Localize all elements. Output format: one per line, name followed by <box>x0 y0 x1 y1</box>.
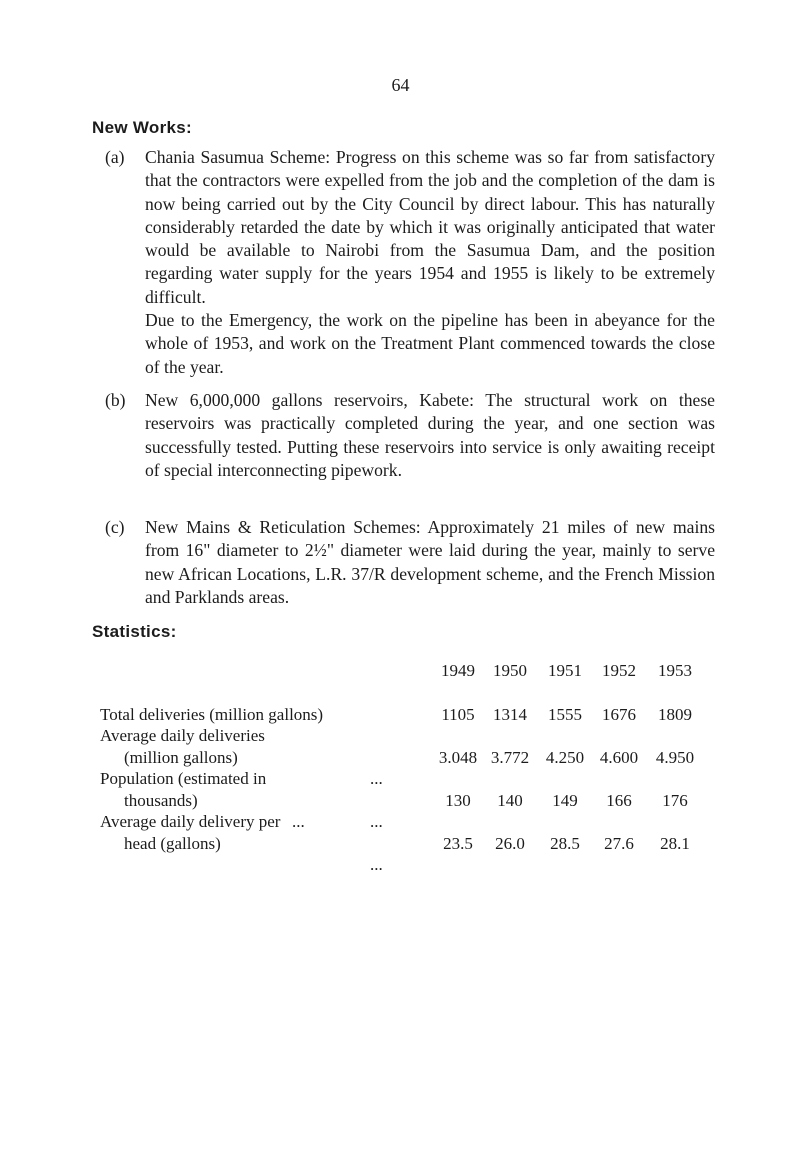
leader-dots: ... <box>370 769 383 788</box>
stat-value: 28.1 <box>660 833 690 853</box>
stat-value: 130 <box>445 790 471 810</box>
year-header: 1952 <box>602 661 636 680</box>
statistics-heading: Statistics: <box>92 622 177 641</box>
stat-value: 4.950 <box>655 747 695 767</box>
statistics-table <box>100 660 720 874</box>
new-works-heading: New Works: <box>92 118 192 137</box>
year-header: 1950 <box>493 661 527 680</box>
stat-value: 27.6 <box>604 833 634 853</box>
stat-value: 166 <box>606 790 632 810</box>
stats-row-delivery-per-head <box>100 811 720 874</box>
leader-dots: ... <box>370 812 383 831</box>
stat-value: 1676 <box>602 704 636 724</box>
row-label: Total deliveries (million gallons) <box>100 704 324 724</box>
row-label: Average daily delivery per <box>100 812 281 831</box>
row-label-continued: thousands) <box>124 790 198 810</box>
item-text-b: New 6,000,000 gallons reservoirs, Kabete: The structural work on these reservoirs was practically completed during the year, and one section was successfully tested. Putting these reservoirs into service is only awaiting receipt of special interconnecting pipework. <box>145 390 715 480</box>
item-label-b: (b) <box>105 390 126 410</box>
stat-value: 149 <box>552 790 578 810</box>
stat-value: 1555 <box>548 704 582 724</box>
stat-value: 4.250 <box>545 747 585 767</box>
stat-value: 3.772 <box>490 747 530 767</box>
stat-value: 1105 <box>441 704 475 724</box>
stat-value: 3.048 <box>438 747 478 767</box>
page-number: 64 <box>391 75 410 95</box>
stats-row-total-deliveries <box>100 704 720 726</box>
item-label-c: (c) <box>105 517 125 537</box>
item-text-a: Chania Sasumua Scheme: Progress on this scheme was so far from satisfactory that the contractors were expelled from the job and the completion of the dam is now being carried out by the City Council by direct labour. This has naturally considerably retarded the date by which it was originally anticipated that water would be available to Nairobi from the Sasumua Dam, and the position regarding water supply for the years 1954 and 1955 is likely to be extremely difficult. <box>145 147 715 307</box>
stat-value: 1314 <box>493 704 527 724</box>
year-header: 1951 <box>548 661 582 680</box>
year-header: 1953 <box>658 661 692 680</box>
stat-value: 1809 <box>658 704 692 724</box>
leader-dots: ... <box>292 812 305 831</box>
stat-value: 26.0 <box>495 833 525 853</box>
item-label-a: (a) <box>105 147 125 167</box>
new-works-item-c <box>105 516 715 609</box>
year-header: 1949 <box>441 661 475 680</box>
item-text-a-continued: Due to the Emergency, the work on the pipeline has been in abeyance for the whole of 1953, and work on the Treatment Plant commenced towards the close of the year. <box>145 310 715 377</box>
stat-value: 176 <box>662 790 688 810</box>
stat-value: 140 <box>497 790 523 810</box>
leader-dots: ... <box>370 855 383 874</box>
stat-value: 23.5 <box>443 833 473 853</box>
row-label-continued: (million gallons) <box>124 747 238 767</box>
stat-value: 28.5 <box>550 833 580 853</box>
row-label: Average daily deliveries <box>100 726 265 745</box>
new-works-item-a <box>105 146 715 379</box>
item-text-c: New Mains & Reticulation Schemes: Approximately 21 miles of new mains from 16" diameter to 2½" diameter were laid during the year, mainly to serve new African Locations, L.R. 37/R development scheme, and the French Mission and Parklands areas. <box>145 517 715 607</box>
statistics-year-header <box>100 660 720 682</box>
stat-value: 4.600 <box>599 747 639 767</box>
row-label: Population (estimated in <box>100 769 267 788</box>
row-label-continued: head (gallons) <box>124 833 221 853</box>
new-works-item-b <box>105 389 715 482</box>
